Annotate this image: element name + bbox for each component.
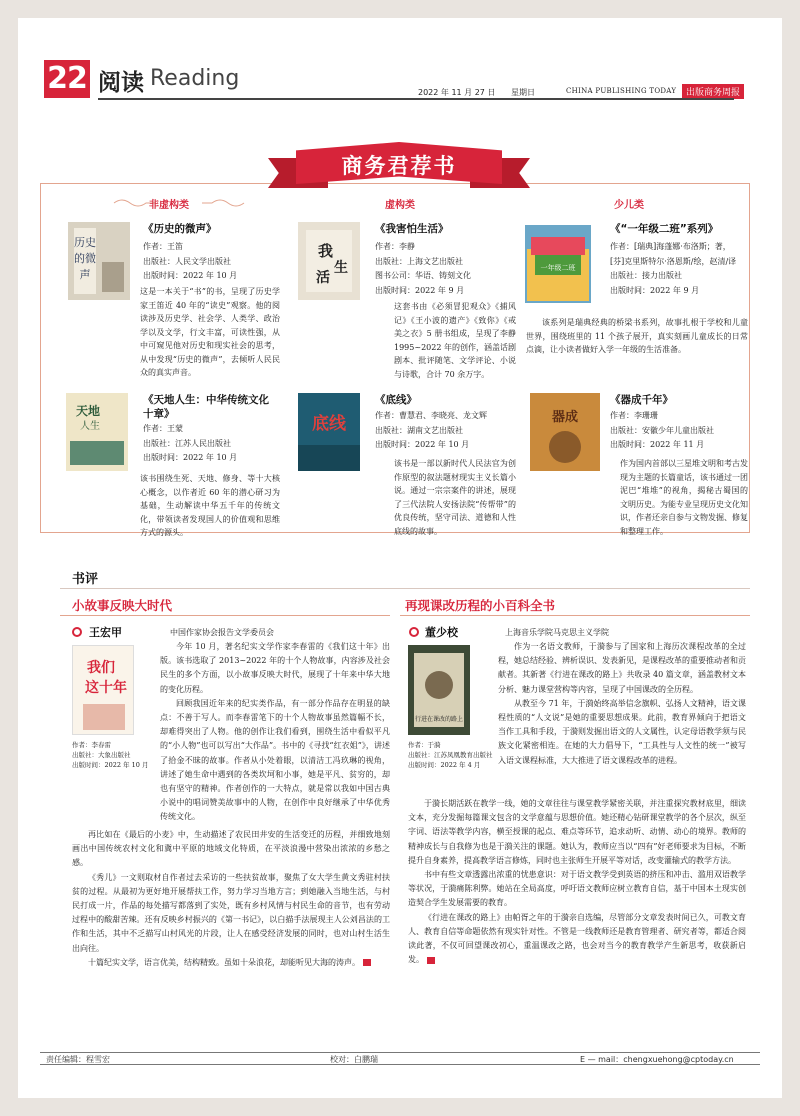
publication-tag: 出版商务周报 bbox=[682, 84, 744, 99]
book-description bbox=[60, 285, 280, 377]
svg-text:声: 声 bbox=[79, 268, 91, 281]
svg-text:我: 我 bbox=[318, 242, 334, 260]
book-title: 《天地人生：中华传统文化十章》 bbox=[143, 394, 269, 420]
book-author: 作者：曹慧君、李晓亮、龙文辉 bbox=[375, 411, 487, 420]
book-cover-2 bbox=[298, 222, 360, 300]
recommendation-title: 商务君荐书 bbox=[341, 154, 457, 178]
book-description-text: 该系列是瑞典经典的桥梁书系列，故事扎根于学校和儿童世界，围绕班里的 11 个孩子展开，真实刻画儿童成长的日常点滴，让小读者做好入学一年级的生活准备。 bbox=[526, 318, 748, 354]
page-number: 22 bbox=[44, 60, 90, 98]
author-marker-icon bbox=[409, 627, 419, 637]
review-book-author: 作者：李春雷 bbox=[72, 741, 111, 749]
svg-text:的微: 的微 bbox=[74, 252, 96, 265]
book-description-text: 该书是一部以新时代人民法官为创作原型的叙法题材现实主义长篇小说。通过一宗宗案件的讲述，展现了三代法院人安扬法院“传帮带”的优良传统，坚守司法、道德和人性底线的故事。 bbox=[394, 459, 516, 536]
end-mark-icon bbox=[363, 959, 371, 966]
review-paragraph: 再比如在《最后的小麦》中，生动描述了农民田井安的生活变迁的历程，并细致地刻画出中国传统农村文化和冀中平原的地域文化特质，在平淡浪漫中营染出浓浓的乡愁之感。 bbox=[72, 830, 390, 868]
category-children: 少儿类 bbox=[614, 200, 644, 211]
issue-date: 2022 年 11 月 27 日 bbox=[418, 88, 496, 97]
book-description-text: 这套书由《必须冒犯观众》《捕风记》《王小波的遗产》《致你》《戒美之衣》5 册书组成，呈现了李静 1995~2022 年的创作，涵盖话剧剧本、批评随笔、文学评论、小说与诗歌，合计 70 余万字。 bbox=[394, 302, 516, 379]
section-title-en: Reading bbox=[150, 66, 240, 91]
footer-email: E — mail：chengxuehong@cptoday.cn bbox=[580, 1055, 734, 1064]
page-header bbox=[44, 54, 740, 104]
review-paragraph: 书中有些文章透露出浓重的忧患意识：对于语文教学受到英语的挤压和冲击、滥用双语教学等状况，于漪痛陈利弊。她站在全局高度，呼吁语文教师应树立教育自信，基于中国本土现实创造契合学生发展需要的教育。 bbox=[408, 870, 746, 908]
review-paragraph: 今年 10 月，著名纪实文学作家李春雷的《我们这十年》出版。该书选取了 2013~2022 年的十个人物故事，内容涉及社会民生的多个方面，以小故事反映大时代，展现了十年来中华大地的变化历程。 bbox=[160, 642, 390, 694]
publication-name-en: CHINA PUBLISHING TODAY bbox=[566, 87, 677, 95]
svg-text:天地: 天地 bbox=[76, 404, 101, 418]
review-rule-left bbox=[60, 615, 390, 616]
review-book-date: 出版时间：2022 年 4 月 bbox=[408, 761, 481, 769]
footer-proofreader: 校对：白鹏瑞 bbox=[330, 1055, 378, 1064]
book-publisher: 出版社：接力出版社 bbox=[610, 271, 682, 280]
book-meta bbox=[375, 409, 515, 453]
review-title-right: 再现课改历程的小百科全书 bbox=[405, 598, 556, 613]
review-body-left-cont bbox=[72, 828, 390, 970]
svg-text:历史: 历史 bbox=[74, 236, 96, 249]
book-description-text: 这是一本关于“书”的书，呈现了历史学家王笛近 40 年的“读史”观察。他的阅读涉及历史学、社会学、人类学、政治学以及文学，行文丰富，可读性强，从中可窥见他对历史和现实社会的思考，从中发现“历史的微声”，去倾听人民民众的真实声音。 bbox=[140, 287, 280, 377]
review-affiliation-right: 上海音乐学院马克思主义学院 bbox=[505, 628, 609, 637]
book-title: 《“一年级二班”系列》 bbox=[610, 223, 719, 235]
book-meta bbox=[610, 409, 745, 453]
book-author: 作者：李珊珊 bbox=[610, 411, 658, 420]
book-meta bbox=[375, 240, 515, 298]
book-author: 作者：[瑞典]海蓬娜·布洛斯；著，[芬]克里斯特尔·洛恩斯/绘，赵清/译 bbox=[610, 242, 737, 266]
review-affiliation-left: 中国作家协会报告文学委员会 bbox=[170, 628, 274, 637]
svg-text:一年级二班: 一年级二班 bbox=[540, 264, 576, 272]
review-paragraph: 《行进在课改的路上》由帕胥之年的于漪亲自选编，尽管部分文章发表时间已久，可教文育人、教育自信等命题依然有现实针对性。不管是一线教师还是教育管理者、研究者等，都适合阅读此著，不仅可回望课改初心，重温课改之路，也会对当今的教育教学产生新思考，收获新启发。 bbox=[408, 912, 746, 965]
review-paragraph: 从教至今 71 年，于漪始终高举信念旗帜、弘扬人文精神，语文课程性质的“人文说”是她的重要思想成果。此前，教育界倾向于把语文当作工具和手段，于漪则发掘出语文的人文属性，认定母语教学须与民族文化紧密相连。在她的大力倡导下，“工具性与人文性的统一”被写入语文课程标准，大大推进了语文课程改革的进程。 bbox=[498, 698, 746, 765]
review-paragraph: 《秀儿》一文则取材自作者过去采访的一些扶贫故事，聚焦了女大学生黄文秀驻村扶贫的过程。从最初为更好地开展帮扶工作，努力学习当地方言；到她融入当地生活，与村民打成一片，作品的每处描写都落到了实处，既有乡村风情与村民生命的音节，也有劳动过程中的酸甜苦辣。还有反映乡村振兴的《第一书记》，以白描手法展现主人公刘昌法的工作和生活，其中不乏描写山村风光的片段，让人在感受经济发展的同时，也对山村生活生出向往。 bbox=[72, 872, 390, 953]
book-title: 《底线》 bbox=[375, 394, 417, 406]
issue-weekday: 星期日 bbox=[511, 88, 535, 97]
category-ornament-right bbox=[200, 197, 246, 209]
end-mark-icon bbox=[427, 957, 435, 964]
book-company: 图书公司：华语、铸刻文化 bbox=[375, 271, 471, 280]
book-cover-3 bbox=[525, 225, 591, 303]
book-date: 出版时间：2022 年 10 月 bbox=[375, 440, 470, 449]
footer-editor: 责任编辑：程雪宏 bbox=[46, 1055, 110, 1064]
author-marker-icon bbox=[72, 627, 82, 637]
book-date: 出版时间：2022 年 9 月 bbox=[375, 285, 465, 295]
book-meta bbox=[610, 240, 745, 298]
review-rule-right bbox=[400, 615, 750, 616]
svg-text:活: 活 bbox=[316, 270, 330, 286]
svg-text:我们: 我们 bbox=[87, 660, 115, 676]
book-meta bbox=[143, 422, 278, 466]
footer-rule-top bbox=[40, 1052, 760, 1053]
review-paragraph: 于漪长期活跃在教学一线，她的文章往往与课堂教学紧密关联，并注重探究教材底里，细读文本，充分发掘每篇课文包含的文学意蕴与思想价值。她还精心钻研课堂教学的各个层次，纵至字词、语法等教学内容，横至授课的起点、难点等环节，追求动听、动情、动心的境界。教师的精神成长与自我修为也是于漪关注的课题。她认为，教师应当以“四有”好老师要求为目标，不断提升自身素养，提高教学语言修炼，同时也主张师生开展平等对话，改变灌输式的教学方法。 bbox=[408, 799, 746, 865]
svg-text:这十年: 这十年 bbox=[85, 680, 127, 696]
svg-text:器成: 器成 bbox=[551, 410, 579, 425]
review-paragraph: 回顾我国近年来的纪实类作品，有一部分作品存在明显的缺点：不善于写人。而李春雷笔下的十个人物故事虽然篇幅不长，却难得突出了人物。他的创作让我们看到，围绕生活中看似平凡的“小人物”也可以写出“大作品”。书中的《寻找“红衣姐”》，讲述了拾金不昧的故事。作者从小处着眼，以清洁工冯玖琳的视角，讲述了她生命中遇到的各类坎坷和小事，她是平凡、贫穷的，却也有坚守的精神。作者创作的一大特点，就是常以我如中国古典小说中的唱词赞美故事中的人物，在创作中良好继承了中华优秀传统文化。 bbox=[160, 698, 390, 822]
book-cover-4 bbox=[66, 393, 128, 471]
svg-text:行进在课改的路上: 行进在课改的路上 bbox=[414, 716, 464, 723]
category-nonfiction: 非虚构类 bbox=[149, 200, 189, 211]
book-author: 作者：李静 bbox=[375, 242, 415, 251]
book-meta bbox=[143, 240, 278, 284]
review-book-author: 作者：于漪 bbox=[408, 741, 441, 749]
review-body-left bbox=[72, 640, 390, 822]
book-description-text: 作为国内首部以三星堆文明和考古发现为主题的长篇童话，该书通过一团泥巴“堆堆”的视角，揭秘古蜀国的文明历史。为能专业呈现历史文化知识，作者还亲自参与文物发掘、修复和整理工作。 bbox=[620, 459, 748, 536]
section-title-cn: 阅读 bbox=[98, 70, 144, 96]
book-publisher: 出版社：江苏人民出版社 bbox=[143, 438, 231, 448]
review-body-right-cont bbox=[408, 797, 746, 967]
book-description-text: 该书围绕生死、天地、修身、等十大核心概念，以作者近 60 年的潜心研习为基础，生动解读中华五千年的传统文化，带领读者发现国人的价值观和思维方式的源头。 bbox=[140, 474, 280, 537]
svg-text:底线: 底线 bbox=[312, 414, 346, 434]
book-date: 出版时间：2022 年 10 月 bbox=[143, 271, 238, 280]
reviews-label: 书评 bbox=[72, 572, 99, 587]
review-author-left: 王宏甲 bbox=[89, 626, 122, 639]
book-description bbox=[526, 316, 748, 357]
book-publisher: 出版社：上海文艺出版社 bbox=[375, 256, 463, 266]
review-author-right: 董少校 bbox=[425, 626, 458, 639]
book-publisher: 出版社：湖南文艺出版社 bbox=[375, 425, 463, 435]
book-author: 作者：王蒙 bbox=[143, 424, 183, 433]
reviews-rule bbox=[60, 588, 750, 589]
review-book-publisher: 出版社：江苏凤凰教育出版社 bbox=[408, 751, 493, 759]
book-date: 出版时间：2022 年 9 月 bbox=[610, 285, 700, 295]
book-author: 作者：王笛 bbox=[143, 242, 183, 251]
review-book-date: 出版时间：2022 年 10 月 bbox=[72, 761, 149, 769]
review-title-left: 小故事反映大时代 bbox=[72, 598, 173, 613]
header-rule bbox=[98, 98, 734, 100]
review-paragraph: 作为一名语文教师，于漪参与了国家和上海历次课程改革的全过程，她总结经验、辨析误识、发表新见，是课程改革的重要推动者和贡献者。其新著《行进在课改的路上》共收录 40 篇文章，涵盖教材文本分析、魅力课堂营构等内容，呈现了中国课改的全历程。 bbox=[498, 642, 746, 694]
book-description bbox=[530, 457, 748, 535]
review-body-right bbox=[408, 640, 746, 768]
review-paragraph: 十篇纪实文学，语言优美，结构精致。虽如十朵浪花，却能听见大海的涛声。 bbox=[88, 957, 360, 967]
book-date: 出版时间：2022 年 11 月 bbox=[610, 440, 705, 449]
book-publisher: 出版社：人民文学出版社 bbox=[143, 256, 231, 266]
book-description bbox=[296, 457, 516, 535]
svg-text:人生: 人生 bbox=[80, 421, 100, 432]
category-fiction: 虚构类 bbox=[385, 200, 415, 211]
book-description bbox=[296, 300, 516, 378]
book-date: 出版时间：2022 年 10 月 bbox=[143, 453, 238, 462]
book-title: 《器成千年》 bbox=[610, 394, 673, 406]
review-book-publisher: 出版社：大象出版社 bbox=[72, 751, 131, 759]
svg-text:生: 生 bbox=[334, 260, 348, 276]
book-publisher: 出版社：安徽少年儿童出版社 bbox=[610, 425, 714, 435]
book-description bbox=[60, 472, 280, 540]
book-title: 《我害怕生活》 bbox=[375, 223, 449, 235]
book-title: 《历史的微声》 bbox=[143, 223, 217, 235]
